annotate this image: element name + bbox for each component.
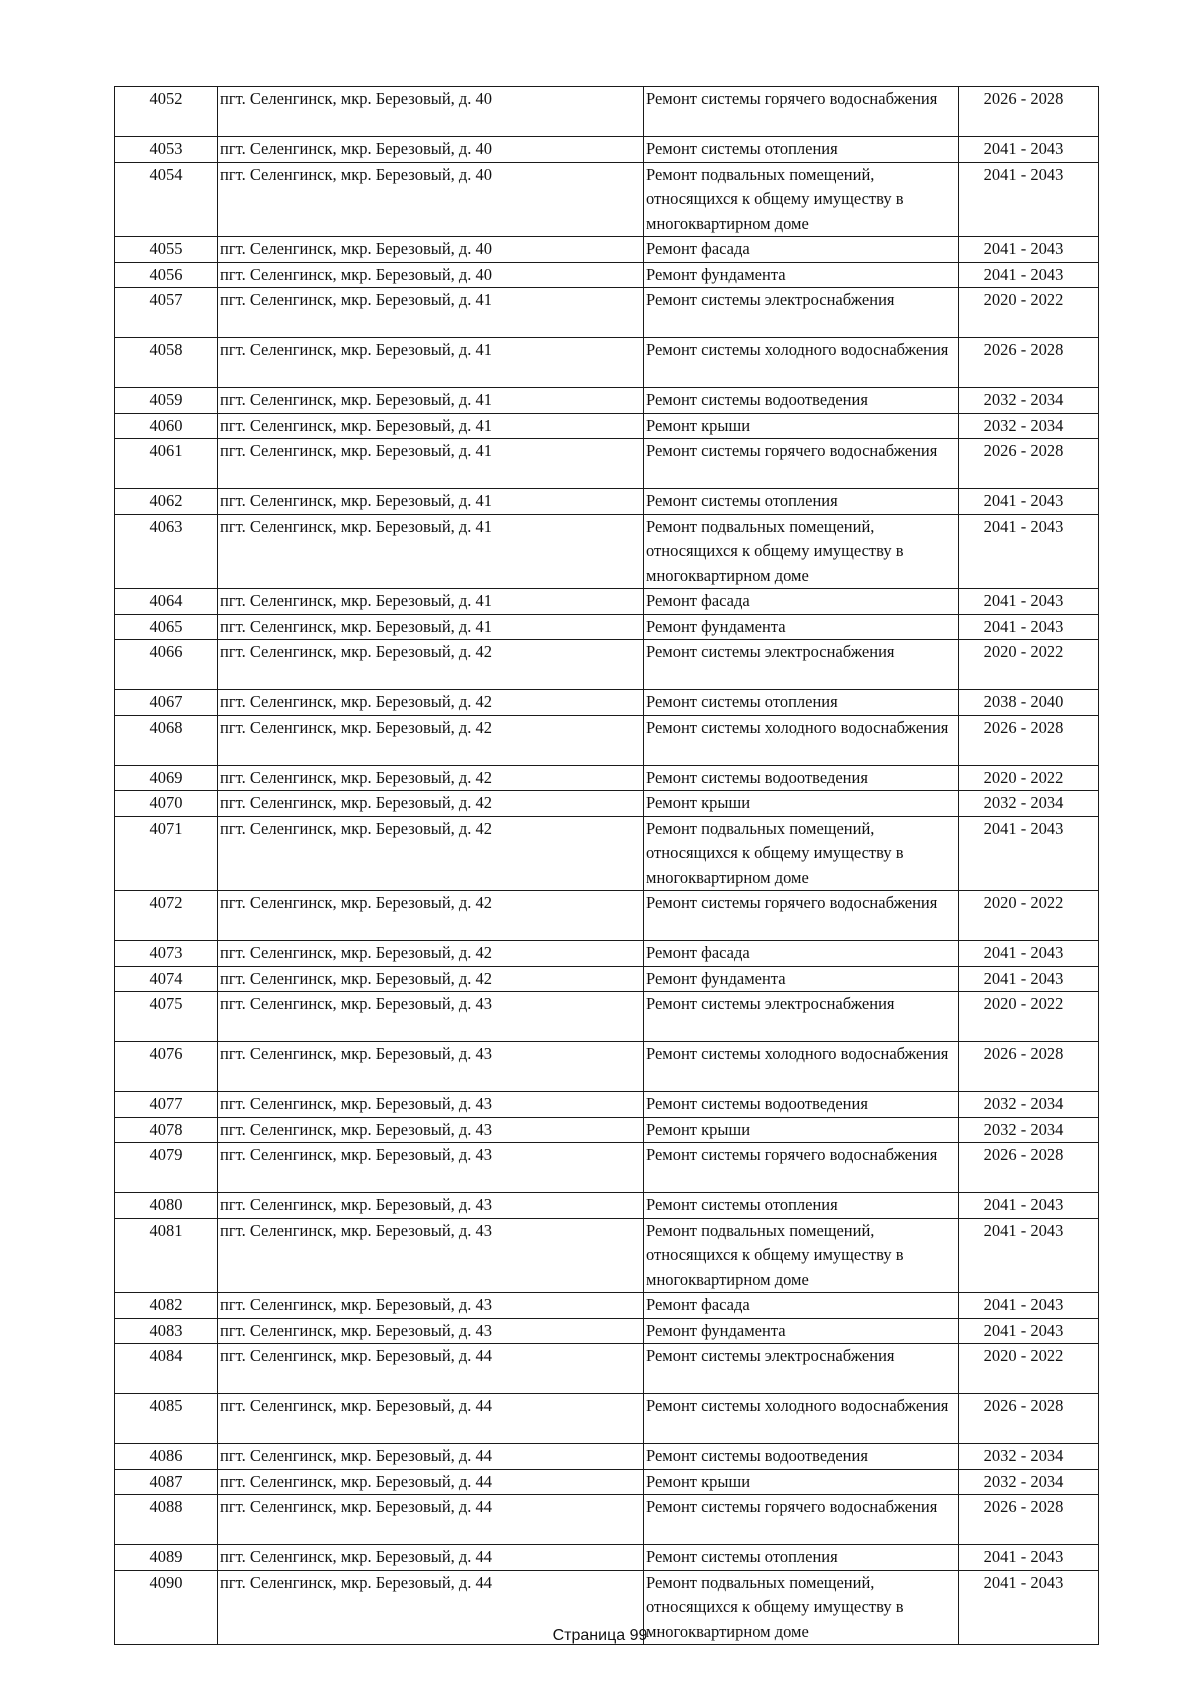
row-number-cell: 4078 — [115, 1117, 218, 1143]
row-number-cell: 4083 — [115, 1318, 218, 1344]
period-cell: 2041 - 2043 — [959, 489, 1099, 515]
period-cell: 2020 - 2022 — [959, 640, 1099, 690]
work-type-cell: Ремонт системы отопления — [644, 1545, 959, 1571]
work-type-cell: Ремонт системы водоотведения — [644, 765, 959, 791]
row-number-cell: 4069 — [115, 765, 218, 791]
row-number-cell: 4074 — [115, 966, 218, 992]
table-row — [115, 338, 1099, 388]
table-row — [115, 413, 1099, 439]
address-cell: пгт. Селенгинск, мкр. Березовый, д. 44 — [218, 1545, 644, 1571]
address-cell: пгт. Селенгинск, мкр. Березовый, д. 43 — [218, 1293, 644, 1319]
address-cell: пгт. Селенгинск, мкр. Березовый, д. 42 — [218, 765, 644, 791]
table-row — [115, 1344, 1099, 1394]
table-row — [115, 1042, 1099, 1092]
table-row — [115, 288, 1099, 338]
address-cell: пгт. Селенгинск, мкр. Березовый, д. 42 — [218, 690, 644, 716]
address-cell: пгт. Селенгинск, мкр. Березовый, д. 41 — [218, 589, 644, 615]
address-cell: пгт. Селенгинск, мкр. Березовый, д. 43 — [218, 1092, 644, 1118]
row-number-cell: 4058 — [115, 338, 218, 388]
address-cell: пгт. Селенгинск, мкр. Березовый, д. 43 — [218, 1218, 644, 1293]
table-row — [115, 891, 1099, 941]
work-type-cell: Ремонт крыши — [644, 1469, 959, 1495]
row-number-cell: 4053 — [115, 137, 218, 163]
address-cell: пгт. Селенгинск, мкр. Березовый, д. 41 — [218, 413, 644, 439]
address-cell: пгт. Селенгинск, мкр. Березовый, д. 40 — [218, 237, 644, 263]
table-row — [115, 765, 1099, 791]
row-number-cell: 4067 — [115, 690, 218, 716]
period-cell: 2026 - 2028 — [959, 1394, 1099, 1444]
table-row — [115, 1143, 1099, 1193]
period-cell: 2026 - 2028 — [959, 87, 1099, 137]
row-number-cell: 4057 — [115, 288, 218, 338]
work-type-cell: Ремонт подвальных помещений, относящихся к общему имуществу в многоквартирном доме — [644, 1570, 959, 1645]
period-cell: 2026 - 2028 — [959, 1042, 1099, 1092]
table-row — [115, 816, 1099, 891]
period-cell: 2026 - 2028 — [959, 338, 1099, 388]
table-row — [115, 1193, 1099, 1219]
period-cell: 2038 - 2040 — [959, 690, 1099, 716]
work-type-cell: Ремонт системы горячего водоснабжения — [644, 87, 959, 137]
address-cell: пгт. Селенгинск, мкр. Березовый, д. 43 — [218, 1117, 644, 1143]
address-cell: пгт. Селенгинск, мкр. Березовый, д. 40 — [218, 87, 644, 137]
work-type-cell: Ремонт системы отопления — [644, 1193, 959, 1219]
period-cell: 2026 - 2028 — [959, 715, 1099, 765]
row-number-cell: 4066 — [115, 640, 218, 690]
work-type-cell: Ремонт фундамента — [644, 614, 959, 640]
row-number-cell: 4080 — [115, 1193, 218, 1219]
period-cell: 2041 - 2043 — [959, 966, 1099, 992]
address-cell: пгт. Селенгинск, мкр. Березовый, д. 41 — [218, 288, 644, 338]
table-row — [115, 237, 1099, 263]
work-type-cell: Ремонт системы водоотведения — [644, 1444, 959, 1470]
period-cell: 2041 - 2043 — [959, 1570, 1099, 1645]
document-page — [114, 86, 1098, 1645]
period-cell: 2041 - 2043 — [959, 816, 1099, 891]
table-row — [115, 791, 1099, 817]
work-type-cell: Ремонт фундамента — [644, 1318, 959, 1344]
address-cell: пгт. Селенгинск, мкр. Березовый, д. 43 — [218, 1042, 644, 1092]
table-row — [115, 1117, 1099, 1143]
period-cell: 2026 - 2028 — [959, 439, 1099, 489]
table-row — [115, 137, 1099, 163]
period-cell: 2041 - 2043 — [959, 1293, 1099, 1319]
work-type-cell: Ремонт системы отопления — [644, 690, 959, 716]
row-number-cell: 4060 — [115, 413, 218, 439]
period-cell: 2020 - 2022 — [959, 765, 1099, 791]
period-cell: 2041 - 2043 — [959, 1193, 1099, 1219]
table-row — [115, 1545, 1099, 1571]
table-row — [115, 1495, 1099, 1545]
work-type-cell: Ремонт подвальных помещений, относящихся к общему имуществу в многоквартирном доме — [644, 162, 959, 237]
work-type-cell: Ремонт системы холодного водоснабжения — [644, 1042, 959, 1092]
work-type-cell: Ремонт системы холодного водоснабжения — [644, 1394, 959, 1444]
work-type-cell: Ремонт системы электроснабжения — [644, 992, 959, 1042]
address-cell: пгт. Селенгинск, мкр. Березовый, д. 41 — [218, 614, 644, 640]
repair-schedule-table — [114, 86, 1099, 1645]
address-cell: пгт. Селенгинск, мкр. Березовый, д. 42 — [218, 640, 644, 690]
period-cell: 2032 - 2034 — [959, 791, 1099, 817]
row-number-cell: 4061 — [115, 439, 218, 489]
address-cell: пгт. Селенгинск, мкр. Березовый, д. 44 — [218, 1444, 644, 1470]
row-number-cell: 4090 — [115, 1570, 218, 1645]
row-number-cell: 4068 — [115, 715, 218, 765]
table-row — [115, 614, 1099, 640]
work-type-cell: Ремонт фасада — [644, 941, 959, 967]
row-number-cell: 4081 — [115, 1218, 218, 1293]
work-type-cell: Ремонт системы электроснабжения — [644, 640, 959, 690]
address-cell: пгт. Селенгинск, мкр. Березовый, д. 43 — [218, 992, 644, 1042]
period-cell: 2020 - 2022 — [959, 288, 1099, 338]
row-number-cell: 4055 — [115, 237, 218, 263]
row-number-cell: 4076 — [115, 1042, 218, 1092]
period-cell: 2041 - 2043 — [959, 1318, 1099, 1344]
row-number-cell: 4075 — [115, 992, 218, 1042]
row-number-cell: 4054 — [115, 162, 218, 237]
work-type-cell: Ремонт крыши — [644, 791, 959, 817]
row-number-cell: 4072 — [115, 891, 218, 941]
table-row — [115, 715, 1099, 765]
work-type-cell: Ремонт системы горячего водоснабжения — [644, 439, 959, 489]
period-cell: 2032 - 2034 — [959, 388, 1099, 414]
table-row — [115, 262, 1099, 288]
row-number-cell: 4082 — [115, 1293, 218, 1319]
period-cell: 2041 - 2043 — [959, 237, 1099, 263]
address-cell: пгт. Селенгинск, мкр. Березовый, д. 42 — [218, 891, 644, 941]
period-cell: 2032 - 2034 — [959, 1444, 1099, 1470]
address-cell: пгт. Селенгинск, мкр. Березовый, д. 41 — [218, 514, 644, 589]
period-cell: 2032 - 2034 — [959, 1117, 1099, 1143]
table-row — [115, 514, 1099, 589]
work-type-cell: Ремонт фасада — [644, 237, 959, 263]
table-row — [115, 941, 1099, 967]
period-cell: 2041 - 2043 — [959, 137, 1099, 163]
work-type-cell: Ремонт крыши — [644, 1117, 959, 1143]
address-cell: пгт. Селенгинск, мкр. Березовый, д. 44 — [218, 1495, 644, 1545]
page-number: Страница 99 — [552, 1627, 648, 1644]
table-body — [115, 87, 1099, 1645]
work-type-cell: Ремонт системы электроснабжения — [644, 1344, 959, 1394]
table-row — [115, 162, 1099, 237]
row-number-cell: 4065 — [115, 614, 218, 640]
row-number-cell: 4079 — [115, 1143, 218, 1193]
table-row — [115, 1092, 1099, 1118]
work-type-cell: Ремонт фасада — [644, 589, 959, 615]
address-cell: пгт. Селенгинск, мкр. Березовый, д. 42 — [218, 715, 644, 765]
address-cell: пгт. Селенгинск, мкр. Березовый, д. 42 — [218, 941, 644, 967]
work-type-cell: Ремонт системы водоотведения — [644, 1092, 959, 1118]
period-cell: 2026 - 2028 — [959, 1495, 1099, 1545]
address-cell: пгт. Селенгинск, мкр. Березовый, д. 41 — [218, 489, 644, 515]
row-number-cell: 4084 — [115, 1344, 218, 1394]
address-cell: пгт. Селенгинск, мкр. Березовый, д. 41 — [218, 338, 644, 388]
period-cell: 2041 - 2043 — [959, 1545, 1099, 1571]
address-cell: пгт. Селенгинск, мкр. Березовый, д. 42 — [218, 816, 644, 891]
table-row — [115, 1293, 1099, 1319]
table-row — [115, 439, 1099, 489]
period-cell: 2041 - 2043 — [959, 614, 1099, 640]
period-cell: 2041 - 2043 — [959, 514, 1099, 589]
table-row — [115, 388, 1099, 414]
period-cell: 2041 - 2043 — [959, 262, 1099, 288]
row-number-cell: 4087 — [115, 1469, 218, 1495]
row-number-cell: 4070 — [115, 791, 218, 817]
table-row — [115, 640, 1099, 690]
period-cell: 2041 - 2043 — [959, 1218, 1099, 1293]
row-number-cell: 4089 — [115, 1545, 218, 1571]
row-number-cell: 4073 — [115, 941, 218, 967]
address-cell: пгт. Селенгинск, мкр. Березовый, д. 41 — [218, 439, 644, 489]
address-cell: пгт. Селенгинск, мкр. Березовый, д. 40 — [218, 162, 644, 237]
work-type-cell: Ремонт фасада — [644, 1293, 959, 1319]
work-type-cell: Ремонт подвальных помещений, относящихся к общему имуществу в многоквартирном доме — [644, 816, 959, 891]
row-number-cell: 4063 — [115, 514, 218, 589]
work-type-cell: Ремонт системы электроснабжения — [644, 288, 959, 338]
work-type-cell: Ремонт системы горячего водоснабжения — [644, 1495, 959, 1545]
work-type-cell: Ремонт системы отопления — [644, 137, 959, 163]
address-cell: пгт. Селенгинск, мкр. Березовый, д. 44 — [218, 1344, 644, 1394]
period-cell: 2020 - 2022 — [959, 891, 1099, 941]
row-number-cell: 4059 — [115, 388, 218, 414]
work-type-cell: Ремонт системы холодного водоснабжения — [644, 338, 959, 388]
row-number-cell: 4064 — [115, 589, 218, 615]
work-type-cell: Ремонт системы водоотведения — [644, 388, 959, 414]
row-number-cell: 4086 — [115, 1444, 218, 1470]
table-row — [115, 966, 1099, 992]
address-cell: пгт. Селенгинск, мкр. Березовый, д. 42 — [218, 791, 644, 817]
work-type-cell: Ремонт фундамента — [644, 966, 959, 992]
row-number-cell: 4085 — [115, 1394, 218, 1444]
row-number-cell: 4071 — [115, 816, 218, 891]
row-number-cell: 4062 — [115, 489, 218, 515]
work-type-cell: Ремонт системы горячего водоснабжения — [644, 891, 959, 941]
period-cell: 2032 - 2034 — [959, 413, 1099, 439]
work-type-cell: Ремонт системы холодного водоснабжения — [644, 715, 959, 765]
address-cell: пгт. Селенгинск, мкр. Березовый, д. 40 — [218, 262, 644, 288]
table-row — [115, 1394, 1099, 1444]
table-row — [115, 992, 1099, 1042]
row-number-cell: 4056 — [115, 262, 218, 288]
work-type-cell: Ремонт подвальных помещений, относящихся к общему имуществу в многоквартирном доме — [644, 1218, 959, 1293]
period-cell: 2041 - 2043 — [959, 941, 1099, 967]
address-cell: пгт. Селенгинск, мкр. Березовый, д. 41 — [218, 388, 644, 414]
address-cell: пгт. Селенгинск, мкр. Березовый, д. 43 — [218, 1193, 644, 1219]
address-cell: пгт. Селенгинск, мкр. Березовый, д. 42 — [218, 966, 644, 992]
address-cell: пгт. Селенгинск, мкр. Березовый, д. 43 — [218, 1318, 644, 1344]
work-type-cell: Ремонт подвальных помещений, относящихся к общему имуществу в многоквартирном доме — [644, 514, 959, 589]
work-type-cell: Ремонт крыши — [644, 413, 959, 439]
address-cell: пгт. Селенгинск, мкр. Березовый, д. 43 — [218, 1143, 644, 1193]
address-cell: пгт. Селенгинск, мкр. Березовый, д. 44 — [218, 1469, 644, 1495]
row-number-cell: 4088 — [115, 1495, 218, 1545]
row-number-cell: 4077 — [115, 1092, 218, 1118]
table-row — [115, 1318, 1099, 1344]
period-cell: 2041 - 2043 — [959, 589, 1099, 615]
address-cell: пгт. Селенгинск, мкр. Березовый, д. 40 — [218, 137, 644, 163]
work-type-cell: Ремонт фундамента — [644, 262, 959, 288]
period-cell: 2020 - 2022 — [959, 1344, 1099, 1394]
table-row — [115, 1444, 1099, 1470]
period-cell: 2032 - 2034 — [959, 1469, 1099, 1495]
row-number-cell: 4052 — [115, 87, 218, 137]
work-type-cell: Ремонт системы отопления — [644, 489, 959, 515]
table-row — [115, 1218, 1099, 1293]
address-cell: пгт. Селенгинск, мкр. Березовый, д. 44 — [218, 1394, 644, 1444]
table-row — [115, 87, 1099, 137]
period-cell: 2020 - 2022 — [959, 992, 1099, 1042]
table-row — [115, 1469, 1099, 1495]
table-row — [115, 489, 1099, 515]
period-cell: 2026 - 2028 — [959, 1143, 1099, 1193]
address-cell: пгт. Селенгинск, мкр. Березовый, д. 44 — [218, 1570, 644, 1645]
period-cell: 2041 - 2043 — [959, 162, 1099, 237]
table-row — [115, 690, 1099, 716]
period-cell: 2032 - 2034 — [959, 1092, 1099, 1118]
work-type-cell: Ремонт системы горячего водоснабжения — [644, 1143, 959, 1193]
table-row — [115, 589, 1099, 615]
